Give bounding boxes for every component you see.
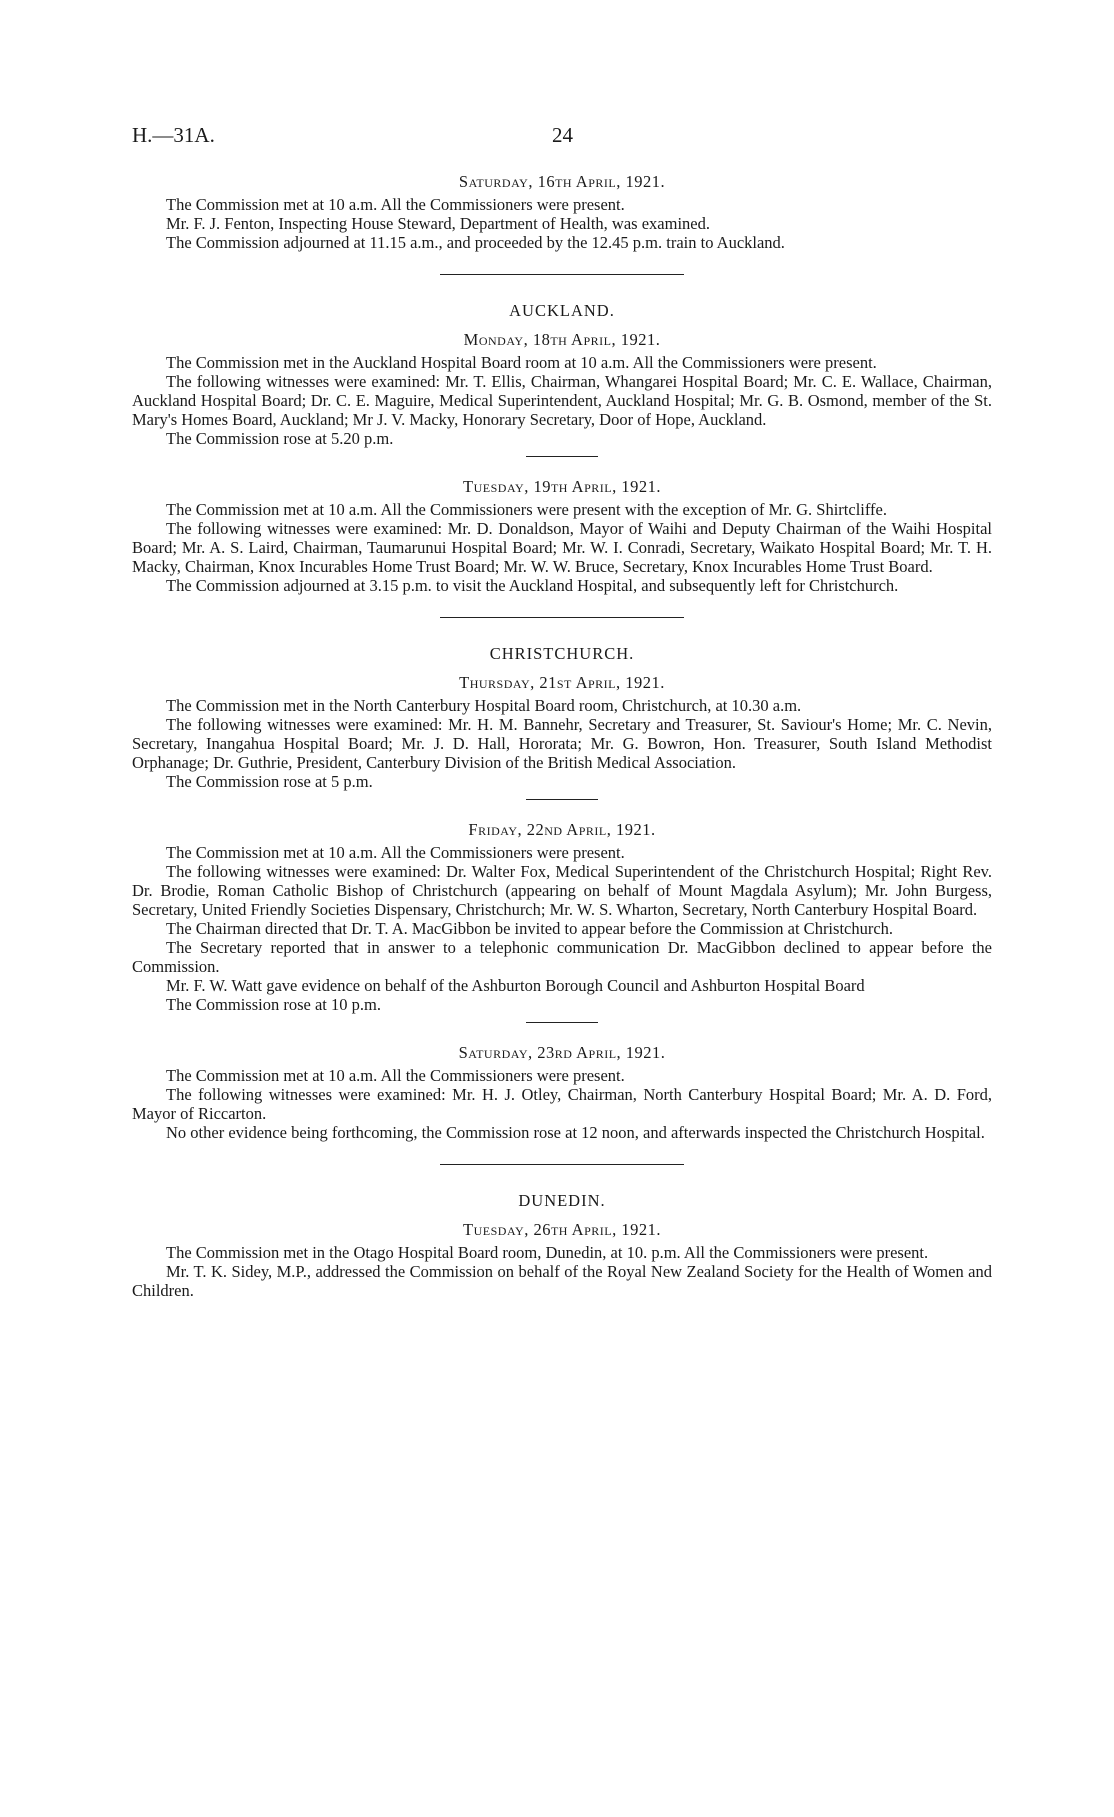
paragraph: The following witnesses were examined: Mr. H. J. Otley, Chairman, North Canterbury Hospital Board; Mr. A. D. Ford, Mayor of Riccarton. bbox=[132, 1085, 992, 1123]
day-heading: Saturday, 23rd April, 1921. bbox=[458, 1043, 666, 1062]
paragraph: The Secretary reported that in answer to a telephonic communication Dr. MacGibbon declined to appear before the Commission. bbox=[132, 938, 992, 976]
page-number: 24 bbox=[552, 123, 573, 147]
paragraph: The Commission rose at 5 p.m. bbox=[166, 772, 373, 791]
paragraph: Mr. F. W. Watt gave evidence on behalf of the Ashburton Borough Council and Ashburton Hospital Board bbox=[166, 976, 865, 995]
day-heading: Friday, 22nd April, 1921. bbox=[468, 820, 656, 839]
day-divider bbox=[526, 1022, 598, 1023]
paragraph: The Commission met at 10 a.m. All the Commissioners were present. bbox=[166, 843, 625, 862]
paragraph: No other evidence being forthcoming, the Commission rose at 12 noon, and afterwards inspected the Christchurch Hospital. bbox=[166, 1123, 985, 1142]
day-divider bbox=[526, 456, 598, 457]
paragraph: The Commission adjourned at 11.15 a.m., and proceeded by the 12.45 p.m. train to Auckland. bbox=[166, 233, 785, 252]
paragraph: The Commission met at 10 a.m. All the Commissioners were present with the exception of Mr. G. Shirtcliffe. bbox=[166, 500, 887, 519]
day-heading: Thursday, 21st April, 1921. bbox=[459, 673, 665, 692]
day-entry bbox=[132, 673, 992, 791]
paragraph: The Commission adjourned at 3.15 p.m. to visit the Auckland Hospital, and subsequently left for Christchurch. bbox=[166, 576, 899, 595]
city-heading: AUCKLAND. bbox=[509, 301, 615, 320]
document-body bbox=[132, 172, 992, 1300]
day-divider bbox=[526, 799, 598, 800]
section-divider bbox=[440, 274, 684, 275]
report-reference: H.—31A. bbox=[132, 123, 215, 147]
paragraph: The following witnesses were examined: Mr. T. Ellis, Chairman, Whangarei Hospital Board; Mr. C. E. Wallace, Chairman, Auckland Hospital Board; Dr. C. E. Maguire, Medical Superintendent, Auckland Hospital; Mr. G. B. Osmond, member of the St. Mary's Homes Board, Auckland; Mr J. V. Macky, Honorary Secretary, Door of Hope, Auckland. bbox=[132, 372, 992, 429]
day-entry bbox=[132, 820, 992, 1014]
day-entry bbox=[132, 330, 992, 448]
day-entry bbox=[132, 1043, 992, 1142]
day-heading: Tuesday, 19th April, 1921. bbox=[463, 477, 661, 496]
day-entry bbox=[132, 477, 992, 595]
paragraph: The following witnesses were examined: Mr. D. Donaldson, Mayor of Waihi and Deputy Chairman of the Waihi Hospital Board; Mr. A. S. Laird, Chairman, Taumarunui Hospital Board; Mr. W. I. Conradi, Secretary, Waikato Hospital Board; Mr. T. H. Macky, Chairman, Knox Incurables Home Trust Board; Mr. W. W. Bruce, Secretary, Knox Incurables Home Trust Board. bbox=[132, 519, 992, 576]
day-heading: Tuesday, 26th April, 1921. bbox=[463, 1220, 661, 1239]
section-divider bbox=[440, 617, 684, 618]
day-heading: Saturday, 16th April, 1921. bbox=[458, 172, 666, 191]
paragraph: The Commission met in the North Canterbury Hospital Board room, Christchurch, at 10.30 a.m. bbox=[166, 696, 802, 715]
paragraph: The Chairman directed that Dr. T. A. MacGibbon be invited to appear before the Commission at Christchurch. bbox=[166, 919, 894, 938]
day-entry bbox=[132, 1220, 992, 1300]
paragraph: The Commission met at 10 a.m. All the Commissioners were present. bbox=[166, 1066, 625, 1085]
page-header bbox=[132, 123, 992, 153]
paragraph: The Commission met at 10 a.m. All the Commissioners were present. bbox=[166, 195, 625, 214]
city-heading: DUNEDIN. bbox=[518, 1191, 606, 1210]
section-divider bbox=[440, 1164, 684, 1165]
paragraph: The Commission rose at 10 p.m. bbox=[166, 995, 381, 1014]
paragraph: The Commission rose at 5.20 p.m. bbox=[166, 429, 394, 448]
paragraph: The following witnesses were examined: Dr. Walter Fox, Medical Superintendent of the Christchurch Hospital; Right Rev. Dr. Brodie, Roman Catholic Bishop of Christchurch (appearing on behalf of Mount Magdala Asylum); Mr. John Burgess, Secretary, United Friendly Societies Dispensary, Christchurch; Mr. W. S. Wharton, Secretary, North Canterbury Hospital Board. bbox=[132, 862, 992, 919]
paragraph: The following witnesses were examined: Mr. H. M. Bannehr, Secretary and Treasurer, St. Saviour's Home; Mr. C. Nevin, Secretary, Inangahua Hospital Board; Mr. J. D. Hall, Hororata; Mr. G. Bowron, Hon. Treasurer, South Island Methodist Orphanage; Dr. Guthrie, President, Canterbury Division of the British Medical Association. bbox=[132, 715, 992, 772]
paragraph: Mr. T. K. Sidey, M.P., addressed the Commission on behalf of the Royal New Zealand Society for the Health of Women and Children. bbox=[132, 1262, 992, 1300]
paragraph: The Commission met in the Auckland Hospital Board room at 10 a.m. All the Commissioners were present. bbox=[166, 353, 877, 372]
city-heading: CHRISTCHURCH. bbox=[489, 644, 635, 663]
day-heading: Monday, 18th April, 1921. bbox=[463, 330, 661, 349]
paragraph: Mr. F. J. Fenton, Inspecting House Steward, Department of Health, was examined. bbox=[166, 214, 710, 233]
day-entry bbox=[132, 172, 992, 252]
paragraph: The Commission met in the Otago Hospital Board room, Dunedin, at 10. p.m. All the Commissioners were present. bbox=[166, 1243, 929, 1262]
